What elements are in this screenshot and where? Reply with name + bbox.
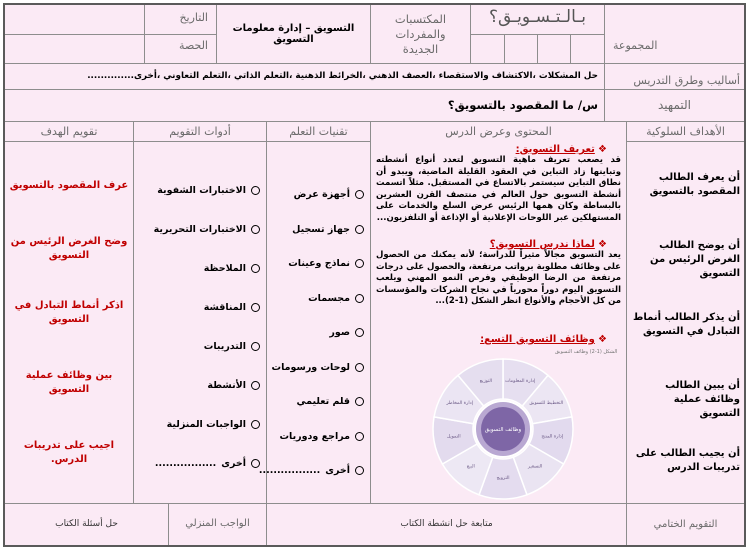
content-heading-2: ❖ لماذا ندرس التسويق؟ — [489, 239, 607, 250]
technique-item[interactable] — [296, 396, 364, 407]
technique-label: قلم تعليمي — [296, 396, 350, 407]
technique-item[interactable] — [294, 189, 364, 200]
tool-item[interactable] — [157, 185, 260, 196]
evaluation-item-2: وضح الغرض الرئيس من التسويق — [10, 236, 128, 261]
radio-circle-icon[interactable] — [355, 259, 364, 268]
tool-label: الملاحظة — [203, 263, 246, 274]
radio-circle-icon[interactable] — [355, 397, 364, 406]
radio-circle-icon[interactable] — [251, 342, 260, 351]
marketing-functions-diagram — [405, 337, 618, 497]
footer-row — [5, 503, 744, 545]
col-techniques: تقنيات التعلم — [266, 121, 370, 141]
wheel-segment-label: التوزيع — [479, 379, 493, 385]
technique-item[interactable] — [329, 327, 364, 338]
technique-label: أخرى — [325, 465, 350, 476]
blank-fill-line: ................. — [258, 465, 321, 476]
wheel-segment-label: الترويج — [496, 476, 510, 481]
tool-item[interactable] — [167, 419, 260, 430]
tool-label: الواجبات المنزلية — [166, 419, 246, 430]
wheel-segment-label: إدارة المعلومات — [504, 379, 536, 385]
subject-cell — [216, 5, 370, 63]
radio-circle-icon[interactable] — [355, 363, 364, 372]
techniques-column — [258, 141, 370, 503]
homework-label-cell — [168, 503, 266, 545]
figure-caption: الشكل (1-2) وظائف التسويق — [555, 349, 618, 355]
content-column — [370, 141, 626, 503]
radio-circle-icon[interactable] — [355, 466, 364, 475]
radio-circle-icon[interactable] — [355, 328, 364, 337]
technique-item[interactable] — [272, 362, 364, 373]
lesson-title-cell — [470, 5, 604, 63]
final-eval-label: التقويم الختامي — [653, 518, 718, 530]
behavioral-goal-5: أن يجيب الطالب على تدريبات الدرس — [635, 448, 740, 473]
date-period-cell — [144, 5, 216, 63]
diamond-icon: ❖ — [598, 239, 607, 250]
content-heading-1: ❖ تعريف التسويق: — [515, 144, 607, 155]
body-row — [5, 141, 744, 504]
evaluation-item-1: عرف المقصود بالتسويق — [9, 180, 129, 191]
blank-fill-line: ................. — [154, 458, 217, 469]
tool-label: أخرى — [221, 458, 246, 469]
col-tools: أدوات التقويم — [133, 121, 266, 141]
radio-circle-icon[interactable] — [355, 225, 364, 234]
methods-text-cell — [5, 63, 604, 89]
radio-circle-icon[interactable] — [251, 186, 260, 195]
evaluation-item-5: اجيب على تدريبات الدرس. — [23, 440, 115, 465]
technique-label: مراجع ودوريات — [279, 430, 350, 442]
radio-circle-icon[interactable] — [251, 381, 260, 390]
homework-text: حل أسئلة الكتاب — [55, 519, 118, 529]
wheel-center-label: وظائف التسويق — [484, 427, 522, 433]
evaluation-item-4: بين وظائف عملية التسويق — [25, 370, 113, 395]
behavioral-goal-4: أن يبين الطالب وظائف عملية التسويق — [665, 380, 740, 419]
methods-label: أساليب وطرق التدريس — [633, 74, 740, 87]
final-text-cell — [266, 503, 626, 545]
period-label: الحصة — [179, 39, 208, 52]
technique-item[interactable] — [292, 224, 364, 235]
content-paragraph-1: قد يصعب تعريف ماهية التسويق لتعدد أنواع أنشطته وتباينها زاد التباين في العقود القليلة الماضية، ويبدو أن نطاق التباين سيستمر بالاتساع في المستقبل. مثلاً اتسمت أنشطة التسويق حول العالم في منتصف القرن العشرين بالبساطة وكان همها الرئيس عرض السلع والخدمات على المستهلكين عبر اللوحات الإعلانية أو الإذاعة أو التلفزيون... — [376, 155, 621, 223]
methods-row — [5, 63, 744, 90]
tool-item[interactable] — [204, 263, 260, 274]
technique-label: لوحات ورسومات — [271, 361, 350, 373]
radio-circle-icon[interactable] — [251, 303, 260, 312]
date-label: التاريخ — [179, 11, 208, 24]
tools-column — [133, 141, 266, 503]
wheel-segment-label: التمويل — [446, 434, 461, 440]
technique-label: أجهزة عرض — [293, 189, 350, 200]
content-heading-3: ❖ وظائف التسويق التسع: — [480, 334, 607, 345]
group-label: المجموعة — [613, 39, 658, 52]
intro-label: التمهيد — [658, 98, 691, 112]
vocab-cell — [370, 5, 470, 63]
behavioral-goal-3: أن يذكر الطالب أنماط التبادل في التسويق — [632, 312, 740, 337]
wheel-segment-label: إدارة المنتج — [541, 434, 564, 440]
wheel-segment-label: البيع — [466, 464, 475, 470]
methods-label-cell — [604, 63, 744, 89]
tool-label: الاختبارات التحريرية — [153, 224, 246, 235]
vocab-label: المكتسبات والمفردات الجديدة — [394, 11, 447, 56]
intro-label-cell — [604, 89, 744, 121]
marketing-wheel — [405, 337, 618, 497]
blank-cell — [5, 5, 144, 63]
lesson-plan — [3, 3, 746, 547]
wheel-segment-label: التسعير — [527, 464, 543, 470]
tool-item[interactable] — [204, 341, 260, 352]
tool-item[interactable] — [155, 458, 260, 469]
intro-text-cell — [5, 89, 604, 121]
final-eval-cell — [626, 503, 744, 545]
col-content: المحتوى وعرض الدرس — [370, 121, 626, 141]
technique-label: صور — [329, 327, 350, 338]
technique-label: نماذج وعينات — [288, 258, 350, 269]
wheel-segment-label: التخطيط للتسويق — [529, 401, 564, 406]
tool-label: المناقشة — [203, 302, 246, 313]
subject-text: التسويق – إدارة معلومات التسويق — [232, 23, 355, 45]
columns-header-row — [5, 121, 744, 142]
tool-item[interactable] — [204, 302, 260, 313]
tool-label: الاختبارات الشفوية — [157, 185, 246, 196]
final-text: متابعة حل انشطة الكتاب — [400, 519, 493, 529]
content-paragraph-2: يعد التسويق مجالاً مثيراً للدراسة؛ لأنه يمكنك من الحصول على وظائف مطلوبة برواتب مرتفعة، والحصول على درجات مرتفعة من الرضا الوظيفي وفرص النمو المهني ويلعب التسويق اليوم دوراً محورياً في نجاح الشركات والمؤسسات من كل الأحجام والأنواع انظر الشكل (1-2)... — [376, 250, 621, 307]
tool-label: التدريبات — [203, 341, 246, 352]
radio-circle-icon[interactable] — [251, 225, 260, 234]
technique-label: مجسمات — [308, 292, 350, 304]
tool-label: الأنشطة — [207, 380, 246, 391]
radio-circle-icon[interactable] — [251, 420, 260, 429]
intro-text: س/ ما المقصود بالتسويق؟ — [447, 98, 598, 112]
technique-label: جهاز تسجيل — [292, 223, 350, 235]
behavioral-goal-1: أن يعرف الطالب المقصود بالتسويق — [649, 172, 740, 197]
homework-text-cell — [5, 503, 168, 545]
radio-circle-icon[interactable] — [355, 190, 364, 199]
technique-item[interactable] — [308, 293, 364, 304]
radio-circle-icon[interactable] — [251, 264, 260, 273]
group-cell — [604, 5, 744, 63]
header-row — [5, 5, 744, 64]
behavioral-column — [626, 141, 744, 503]
wheel-segment-label: إدارة المخاطر — [446, 401, 473, 406]
technique-item[interactable] — [259, 465, 364, 476]
tool-item[interactable] — [207, 380, 260, 391]
methods-text: حل المشكلات ،الاكتشاف والاستقصاء ،العصف الذهني ،الخرائط الذهنية ،التعلم الذاتي ،التعلم التعاوني ،أخرى.............. — [87, 71, 598, 81]
radio-circle-icon[interactable] — [355, 294, 364, 303]
behavioral-goal-2: أن يوضح الطالب الغرض الرئيس من التسويق — [649, 240, 740, 279]
radio-circle-icon[interactable] — [251, 459, 260, 468]
technique-item[interactable] — [288, 258, 364, 269]
diamond-icon: ❖ — [598, 334, 607, 345]
lesson-title: بـالـتـسـويـق؟ — [488, 7, 586, 27]
radio-circle-icon[interactable] — [355, 432, 364, 441]
technique-item[interactable] — [279, 431, 364, 442]
intro-row — [5, 89, 744, 122]
tool-item[interactable] — [154, 224, 260, 235]
col-behavioral: الأهداف السلوكية — [626, 121, 744, 141]
col-evaluation: تقويم الهدف — [40, 124, 98, 138]
diamond-icon: ❖ — [598, 144, 607, 155]
homework-label: الواجب المنزلي — [185, 518, 250, 529]
evaluation-item-3: اذكر أنماط التبادل في التسويق — [14, 300, 124, 325]
evaluation-column — [5, 141, 133, 503]
